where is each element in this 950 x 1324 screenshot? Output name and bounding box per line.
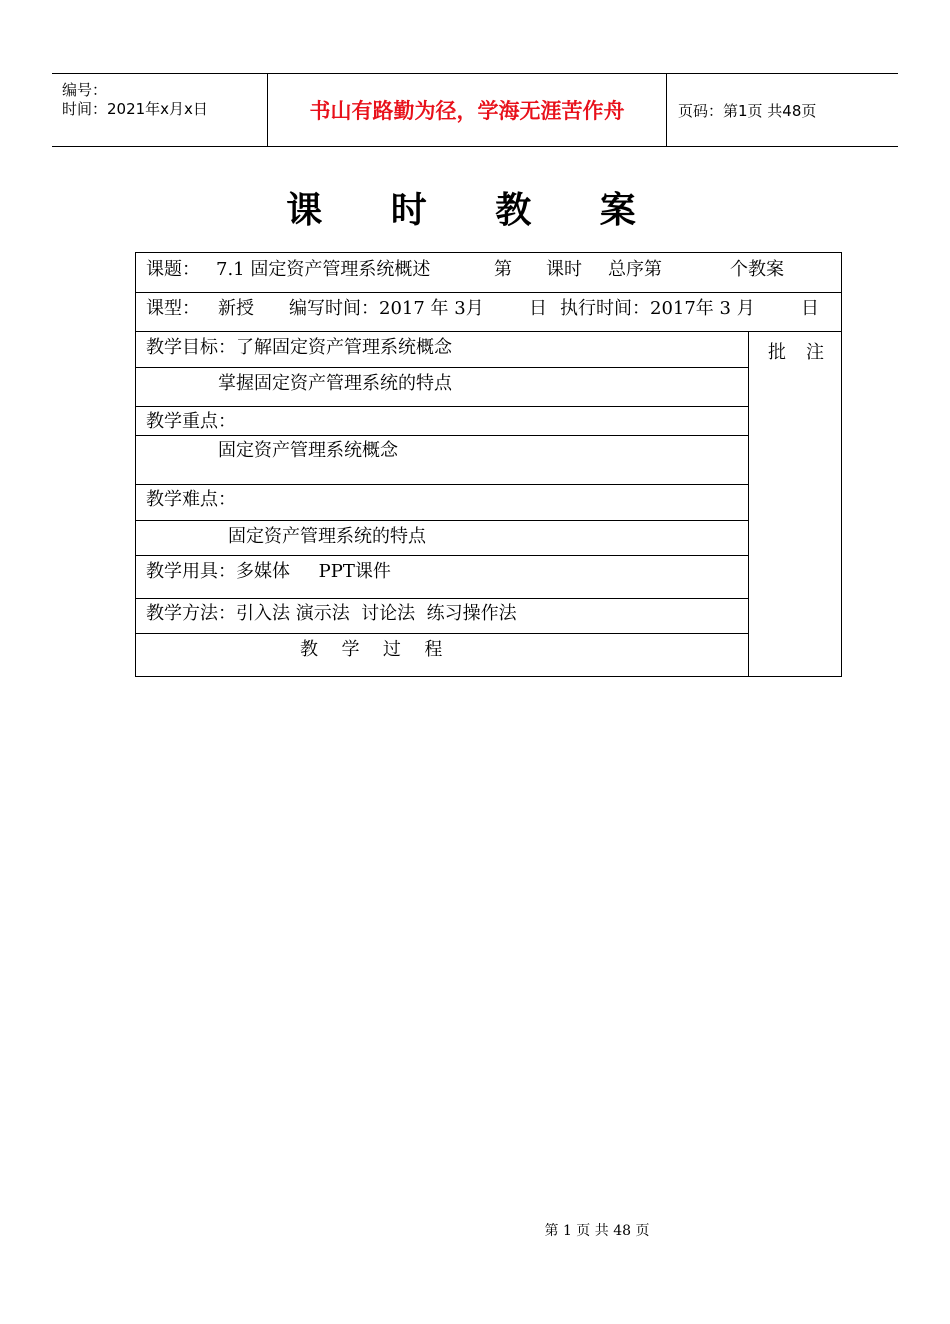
write-time: 编写时间：2017 年 3月: [289, 298, 484, 319]
document-time-label: 时间：2021年x月x日: [62, 100, 208, 118]
type-row: [136, 293, 841, 332]
header-meta-cell: [52, 74, 268, 146]
key-value: 固定资产管理系统概念: [218, 440, 398, 461]
notes-label: 批注: [768, 342, 844, 363]
topic-row: [136, 253, 841, 293]
lesson-unit-label: 课时: [546, 259, 582, 280]
total-unit-label: 个教案: [730, 259, 784, 280]
difficulty-label: 教学难点：: [146, 489, 236, 510]
process-row: [136, 634, 748, 676]
tools-row: [136, 556, 748, 599]
tools-text: 教学用具：多媒体 PPT课件: [146, 561, 391, 582]
topic-value: 7.1 固定资产管理系统概述: [216, 259, 431, 280]
document-number-label: 编号：: [62, 81, 108, 99]
lesson-number-label: 第: [494, 259, 512, 280]
page-footer: 第 1 页 共 48 页: [544, 1223, 650, 1239]
exec-time: 执行时间：2017年 3 月: [560, 298, 755, 319]
methods-text: 教学方法：引入法 演示法 讨论法 练习操作法: [146, 603, 517, 624]
key-value-row: [136, 436, 748, 485]
notes-divider: [748, 332, 749, 677]
exec-day: 日: [801, 298, 819, 319]
type-label: 课型：: [146, 298, 200, 319]
header-motto: 书山有路勤为径，学海无涯苦作舟: [268, 74, 667, 146]
objective-text: 教学目标：了解固定资产管理系统概念: [146, 337, 452, 358]
key-label: 教学重点：: [146, 411, 236, 432]
header-page-info: 页码：第1页 共48页: [678, 101, 817, 120]
document-header: [52, 73, 898, 147]
difficulty-value-row: [136, 521, 748, 556]
lesson-plan-table: [135, 252, 842, 677]
difficulty-label-row: [136, 485, 748, 521]
type-value: 新授: [218, 298, 254, 319]
write-day: 日: [529, 298, 547, 319]
objective-text-2: 掌握固定资产管理系统的特点: [218, 373, 452, 394]
objective-row-2: [136, 368, 748, 407]
process-text: 教 学 过 程: [300, 639, 447, 660]
key-label-row: [136, 407, 748, 436]
total-number-label: 总序第: [608, 259, 662, 280]
objective-row: [136, 332, 748, 368]
methods-row: [136, 599, 748, 634]
page-title: 课 时 教 案: [286, 190, 664, 231]
topic-label: 课题：: [146, 259, 200, 280]
difficulty-value: 固定资产管理系统的特点: [228, 526, 426, 547]
